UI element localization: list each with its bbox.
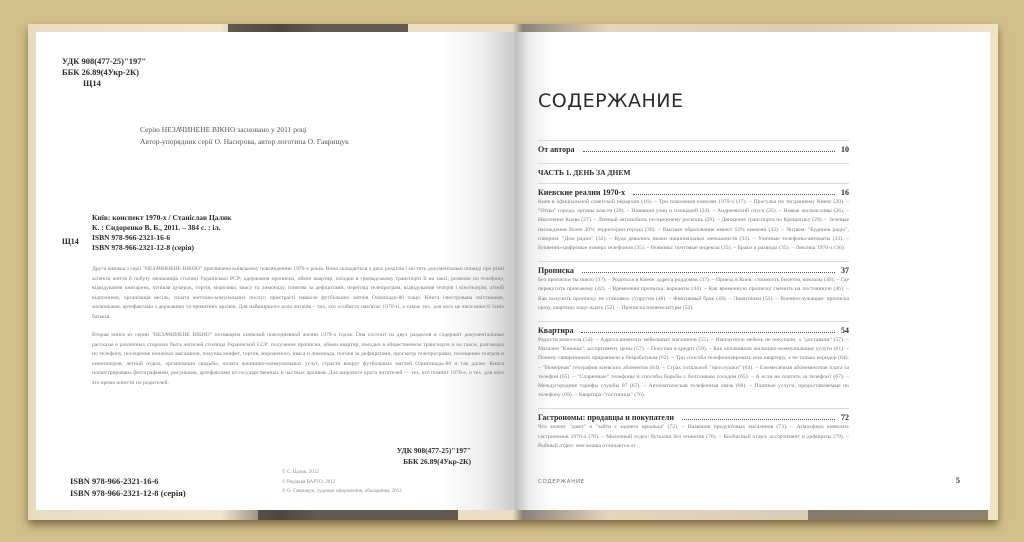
toc-section-title: Киевские реалии 1970-х (538, 188, 626, 197)
toc-section-page: 37 (841, 266, 849, 276)
table-of-contents (538, 140, 849, 459)
toc-section-page: 72 (841, 413, 849, 423)
catalog-line: Київ: конспект 1970-х / Станіслав Цалик (92, 213, 232, 222)
toc-entry-title: От автора (538, 145, 575, 154)
catalog-entry (92, 213, 231, 253)
udk-bottom-block (397, 445, 471, 467)
udk-code: УДК 908(477-25)"197" (62, 56, 147, 66)
toc-section (538, 261, 849, 313)
author-sign: Щ14 (83, 78, 101, 88)
catalog-code: Щ14 (62, 237, 79, 246)
toc-section (538, 321, 849, 400)
catalog-line: ISBN 978-966-2321-16-6 (92, 233, 171, 242)
left-page (36, 32, 515, 510)
toc-section-page: 16 (841, 188, 849, 197)
series-info (140, 124, 349, 148)
bbk-code: ББК 26.89(4Укр-2К) (403, 457, 471, 466)
copyright-block (282, 468, 402, 497)
copyright-line: © О. Гаврищук, художнє оформлення, обкладинка, 2012 (282, 489, 402, 494)
isbn-line: ISBN 978-966-2321-16-6 (70, 476, 159, 486)
toc-section-title: Квартира (538, 326, 574, 336)
toc-section-title: Прописка (538, 266, 574, 276)
toc-section-body: Радости новосела (54). – Адреса киевских мебельных магазинов (55). – Импортную мебель не покупали, а "доставали" (57). – Магазин "Книжка": ассортимент, цены (57). – Покупки в кредит (59). – Как оплачивали жилищно-коммунальные услуги (61). – Почему священников приравняли к безработным (62). – Три способа телефонизировать всю квартиру, а не только коридор (64). – "Номерная" география киевских абонентов (64). – Страх тотальной "прослушки" (64). – Ежемесячная абонементная плата за телефон (65). – "Спаренные" телефоны и способы борьбы с болтливым соседом (65). – А если не платить за телефон? (67). – Междугородние тарифы службы 07 (67). – Автоматическая телефонная связь (68). – Платные услуги, предоставляемые по телефону (69). – Квартира-"гостиница" (70). (538, 337, 849, 399)
toc-section-body: Что значит "дают" и "зайти с заднего крыльца" (72). – Названия продуктовых магазинов (73). – Атмосфера киевских гастрономов 1970-х (76). – Молочный отдел: бутылки без этикеток (76). – Колбасный отдел: ассортимент и дефициты (79). – Рыбный отдел: чем кошка отличается от (538, 424, 849, 449)
toc-leader-dots (633, 187, 835, 195)
cover-photo-strip (808, 510, 988, 520)
toc-leader-dots (682, 412, 835, 420)
udk-block (62, 56, 146, 89)
toc-entry (538, 140, 849, 155)
copyright-line: © С. Цалик, 2012 (282, 470, 319, 475)
series-line: Серію НЕЗАЧИНЕНЕ ВІКНО засновано у 2011 році (140, 125, 307, 134)
toc-leader-dots (581, 325, 835, 333)
toc-section (538, 183, 849, 253)
cover-photo-strip (258, 510, 458, 520)
toc-section-title: Гастрономы: продавцы и покупатели (538, 413, 674, 423)
running-footer: СОДЕРЖАНИЕ (538, 479, 585, 485)
toc-part-heading: ЧАСТЬ 1. ДЕНЬ ЗА ДНЕМ (538, 163, 849, 177)
bbk-code: ББК 26.89(4Укр-2К) (62, 67, 139, 77)
isbn-line: ISBN 978-966-2321-12-8 (серія) (70, 488, 186, 498)
toc-leader-dots (583, 144, 835, 152)
page-number: 5 (955, 475, 960, 485)
annotation-russian: Вторая книга из серии "НЕЗАЧИНЕНЕ ВІКНО" посвящена киевской повседневной жизни 1970-х годов. Она состоит из двух разделов и содержит документальные рассказы о различных сторонах быта жителей столицы Украинской ССР: получение прописки, обмен квартир, поездки в общественном транспорте и на такси, разговоры по телефону, посещение книжных магазинов, покупка конфет, тортов, мороженого, кваса и лимонада, погоня за дефицитами, просмотр телепрограмм, посещение театров и кинотеатров, летний отдых, организация свадьбы, оплата жилищно-коммунальных услуг, страсти вокруг футбольных матчей Олимпиады-80 и так далее. Книга иллюстрирована фотографиями, рисунками, артефактами из государственных и частных архивов. Для широкого круга читателей — тех, кто помнит 1970-е, и тех, для кого это время юности их родителей. (92, 332, 504, 386)
udk-code: УДК 908(477-25)"197" (396, 446, 471, 455)
cover-photo-strip (228, 24, 408, 32)
right-page (515, 32, 990, 510)
toc-section-page: 54 (841, 326, 849, 336)
series-line: Автор-упорядник серії О. Насирова, автор логотипа О. Гаврищук (140, 137, 349, 146)
isbn-block (70, 475, 186, 499)
catalog-line: К. : Сидоренко В. Б., 2011. – 384 с. : іл. (92, 223, 221, 232)
toc-section (538, 408, 849, 451)
catalog-line: ISBN 978-966-2321-12-8 (серія) (92, 243, 195, 252)
page-title: СОДЕРЖАНИЕ (538, 90, 684, 112)
toc-entry-page: 10 (841, 145, 849, 154)
toc-section-body: Киев в официальной советской иерархии (16). – Три поколения киевлян 1970-х (17). – Прогулка по тогдашнему Киеву (20). – "Отцы" города, органы власти (20). – Названия улиц и площадей (24). – Андреевский спуск (25). – Новые жилмассивы (26). – Население Киева (27). – Личный автомобиль по-прежнему роскошь (29). – Движение транспорта по Крещатику (29). – Зеленые насаждения более 30% территории города (30). – Высшее образование имеют 12% киевлян (32). – Читаем: "Будинок радіо", говорим: "Дом радио" (32). – Куда девались языки национальных меньшинств (33). – Уличные телефоны-автоматы (33). – Буквенно-цифровые номера телефонов (35). – Новинка: почтовые индексы (35). – Браки и разводы (35). – Лексика 1970-х (36). (538, 199, 849, 252)
annotation-ukrainian: Друга книжка з серії "НЕЗАЧИНЕНЕ ВІКНО" присвячена київському повсякденню 1970-х років. Вона складається з двох розділів і містить документальні оповіді про різні аспекти життя й побуту мешканців столиці Української РСР: одержання прописки, обмін квартир, поїздки в громадському транспорті й на таксі, розмови по телефону, відвідування книгарень, купівля цукерок, тортів, морозива, квасу та лимонаду, гонитва за дефіцитами, перегляд телепрограм, відвідування театрів і кінотеатрів, літній відпочинок, організація весіль, сплата житлово-комунальних послуг, пристрасті навколо футбольних матчів Олімпіади-80 тощо. Книга ілюстрована світлинами, малюнками, артефактами з державних та приватних архівів. Для найширшого кола читачів – тих, хто особисто пам'ятає 1970-ті, а також тих, для кого це часи юності їхніх батьків. (92, 266, 504, 320)
toc-leader-dots (582, 265, 835, 273)
toc-section-body: Без прописки ты никто (37). – Родиться в Киеве: адреса роддомов (37). – Приезд в Киев: стоимость билетов, вокзалы (40). – Где перекусить приезжему (42). – Временная прописка: варианты (44). – Как временную прописку сменить на постоянную (46). – Как получить прописку, не становясь супругом (48). – Фиктивный брак (49). – Лимитчики (51). – Военнослужащие: прописка сразу, квартиру надо ждать (52). – Прописка номенклатуры (52). (538, 277, 849, 311)
copyright-line: © Редакція ВАРТО, 2012 (282, 479, 336, 485)
